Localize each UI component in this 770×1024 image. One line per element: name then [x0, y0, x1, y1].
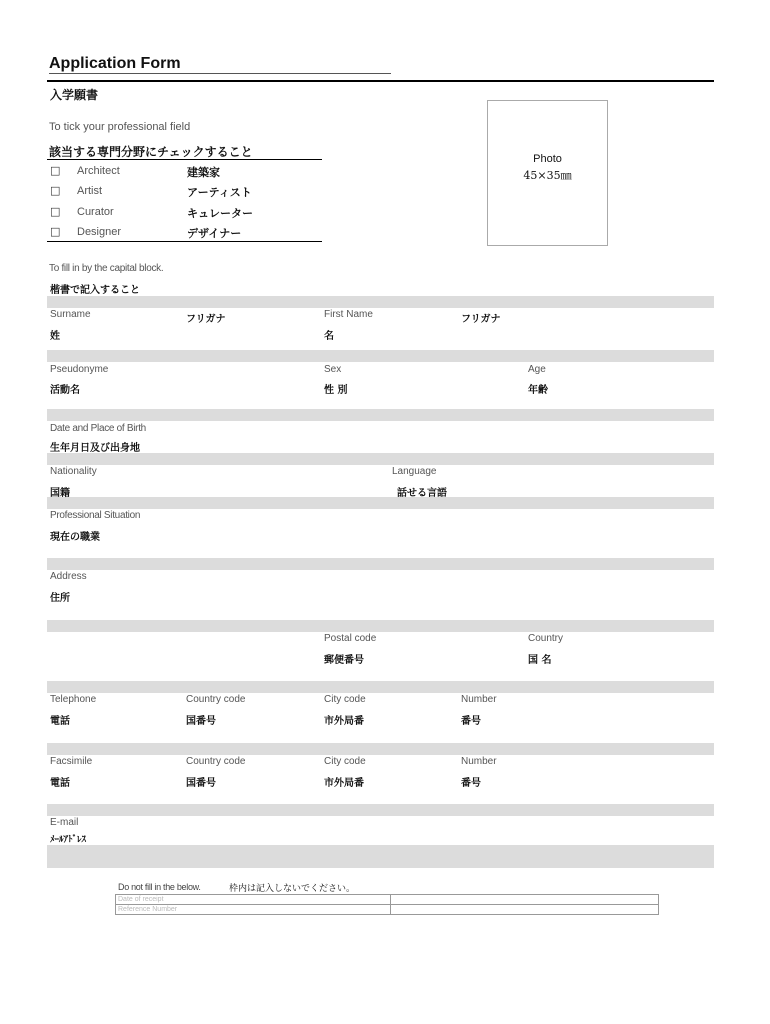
profession-label-jp: 現在の職業 [50, 532, 100, 543]
option-label-jp: 建築家 [187, 166, 220, 179]
option-label-en: Architect [77, 165, 120, 177]
fax-number-label-jp: 番号 [461, 778, 481, 789]
pseudonym-label-en: Pseudonyme [50, 364, 109, 375]
sex-label-jp: 性 別 [324, 385, 348, 396]
fill-instruction-en: To fill in by the capital block. [49, 263, 164, 274]
section-band [47, 681, 714, 693]
section-band [47, 497, 714, 509]
language-label-en: Language [392, 466, 437, 477]
option-label-jp: キュレーター [187, 207, 253, 220]
pseudonym-label-jp: 活動名 [50, 385, 80, 396]
birth-label-en: Date and Place of Birth [50, 423, 146, 434]
tel-country-label-en: Country code [186, 694, 246, 705]
country-label-en: Country [528, 633, 564, 644]
checkbox-icon[interactable]: □ [50, 164, 61, 177]
office-row-value [391, 905, 659, 915]
field-instruction-en: To tick your professional field [49, 121, 191, 133]
section-band [47, 296, 714, 308]
office-use-table [115, 894, 659, 915]
field-option-artist[interactable] [50, 184, 320, 202]
section-band [47, 804, 714, 816]
office-row-label: Reference Number [116, 905, 391, 915]
photo-box[interactable] [487, 100, 608, 246]
tel-number-label-jp: 番号 [461, 716, 481, 727]
fax-number-label-en: Number [461, 756, 497, 767]
checkbox-icon[interactable]: □ [50, 205, 61, 218]
table-row [116, 895, 659, 905]
tel-label-jp: 電話 [50, 716, 70, 727]
section-band [47, 409, 714, 421]
country-label-jp: 国 名 [528, 655, 552, 666]
field-instruction-jp: 該当する専門分野にチェックすること [49, 145, 253, 159]
tel-city-label-jp: 市外局番 [324, 716, 364, 727]
address-label-jp: 住所 [50, 593, 70, 604]
firstname-kana-label: フリガナ [461, 314, 501, 325]
photo-label: Photo [533, 153, 562, 165]
checkbox-icon[interactable]: □ [50, 184, 61, 197]
field-top-rule [47, 159, 322, 160]
tel-label-en: Telephone [50, 694, 97, 705]
firstname-label-en: First Name [324, 309, 373, 320]
language-label-jp: 話せる言語 [397, 488, 447, 499]
option-label-en: Designer [77, 226, 122, 238]
postal-label-en: Postal code [324, 633, 377, 644]
fax-label-en: Facsimile [50, 756, 93, 767]
fax-city-label-jp: 市外局番 [324, 778, 364, 789]
section-band [47, 620, 714, 632]
birth-label-jp: 生年月日及び出身地 [50, 443, 140, 454]
tel-number-label-en: Number [461, 694, 497, 705]
profession-label-en: Professional Situation [50, 510, 141, 521]
age-label-jp: 年齢 [528, 385, 548, 396]
header-rule [47, 80, 714, 82]
age-label-en: Age [528, 364, 546, 375]
sex-label-en: Sex [324, 364, 342, 375]
option-label-jp: アーティスト [187, 186, 252, 199]
fax-country-label-jp: 国番号 [186, 778, 216, 789]
tel-city-label-en: City code [324, 694, 366, 705]
fill-instruction-jp: 楷書で記入すること [50, 285, 140, 296]
email-label-jp: ﾒｰﾙｱﾄﾞﾚｽ [50, 835, 87, 845]
section-band [47, 558, 714, 570]
section-band [47, 453, 714, 465]
surname-label-en: Surname [50, 309, 91, 320]
postal-label-jp: 郵便番号 [324, 655, 364, 666]
surname-kana-label: フリガナ [186, 314, 226, 325]
surname-label-jp: 姓 [50, 331, 60, 342]
table-row [116, 905, 659, 915]
page-subtitle: 入学願書 [50, 88, 99, 102]
page-title: Application Form [49, 55, 181, 72]
option-label-en: Artist [77, 185, 103, 197]
address-label-en: Address [50, 571, 87, 582]
office-note-jp: 枠内は記入しないでください。 [229, 884, 356, 894]
title-underline [49, 73, 391, 74]
nationality-label-en: Nationality [50, 466, 97, 477]
firstname-label-jp: 名 [324, 331, 334, 342]
email-input-band[interactable] [47, 845, 714, 868]
field-bottom-rule [47, 241, 322, 242]
fax-country-label-en: Country code [186, 756, 246, 767]
office-note-en: Do not fill in the below. [118, 882, 201, 892]
field-option-curator[interactable] [50, 205, 320, 223]
fax-city-label-en: City code [324, 756, 366, 767]
email-label-en: E-mail [50, 817, 79, 828]
checkbox-icon[interactable]: □ [50, 225, 61, 238]
office-row-label: Date of receipt [116, 895, 391, 905]
nationality-label-jp: 国籍 [50, 488, 70, 499]
option-label-jp: デザイナー [187, 227, 242, 240]
tel-country-label-jp: 国番号 [186, 716, 216, 727]
field-option-architect[interactable] [50, 164, 320, 182]
section-band [47, 350, 714, 362]
fax-label-jp: 電話 [50, 778, 70, 789]
photo-size: 45×35㎜ [523, 169, 572, 182]
office-row-value [391, 895, 659, 905]
section-band [47, 743, 714, 755]
option-label-en: Curator [77, 206, 114, 218]
